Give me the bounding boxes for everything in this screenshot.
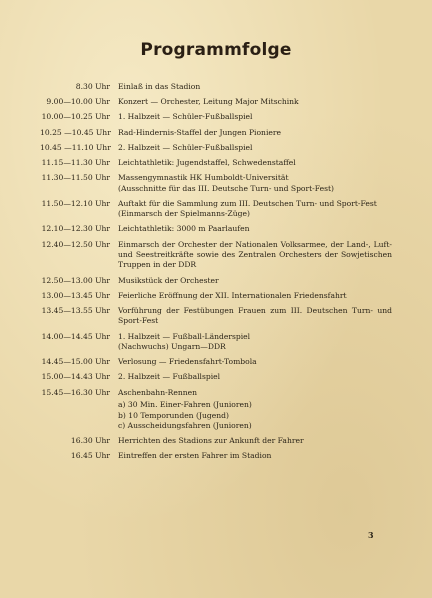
entry-description xyxy=(118,128,392,138)
page-number: 3 xyxy=(368,530,374,540)
entry-text: Musikstück der Orchester xyxy=(118,275,219,285)
entry-text: Auftakt für die Sammlung zum III. Deutschen Turn- und Sport-Fest xyxy=(118,198,377,208)
program-entry xyxy=(40,82,392,92)
program-entry xyxy=(40,97,392,107)
entry-text: (Einmarsch der Spielmanns-Züge) xyxy=(118,209,250,219)
program-entry xyxy=(40,112,392,122)
entry-text: Massengymnastik HK Humboldt-Universität xyxy=(118,173,289,183)
program-entry xyxy=(40,332,392,353)
entry-description xyxy=(118,158,392,168)
entry-text: 1. Halbzeit — Fußball-Länderspiel xyxy=(118,331,251,341)
entry-subitem: b) 10 Temporunden (Jugend) xyxy=(118,410,229,420)
entry-time: 13.45—13.55 Uhr xyxy=(41,306,110,316)
entry-time: 8.30 Uhr xyxy=(75,82,110,91)
entry-subitems xyxy=(118,400,392,431)
program-list xyxy=(40,82,392,467)
program-entry xyxy=(40,388,392,432)
entry-description xyxy=(118,97,392,107)
entry-text: Leichtathletik: Jugendstaffel, Schwedenstaffel xyxy=(118,158,296,168)
entry-text: Aschenbahn-Rennen xyxy=(118,387,198,397)
program-entry xyxy=(40,306,392,327)
entry-subitem: c) Ausscheidungsfahren (Junioren) xyxy=(118,420,252,430)
entry-text: Herrichten des Stadions zur Ankunft der Fahrer xyxy=(118,436,304,446)
program-entry xyxy=(40,173,392,194)
entry-time: 11.50—12.10 Uhr xyxy=(41,198,110,208)
entry-text: Vorführung der Festübungen Frauen zum III. Deutschen Turn- und Sport-Fest xyxy=(118,306,392,326)
entry-time: 11.15—11.30 Uhr xyxy=(41,158,110,168)
entry-text: 1. Halbzeit — Schüler-Fußballspiel xyxy=(118,112,253,122)
entry-description xyxy=(118,82,392,92)
entry-description xyxy=(118,357,392,367)
entry-description xyxy=(118,173,392,194)
entry-time: 11.30—11.50 Uhr xyxy=(41,173,110,183)
entry-description xyxy=(118,143,392,153)
entry-time: 12.50—13.00 Uhr xyxy=(41,275,110,285)
entry-description xyxy=(118,240,392,271)
entry-subitem: a) 30 Min. Einer-Fahren (Junioren) xyxy=(118,400,252,410)
entry-time: 10.45 —11.10 Uhr xyxy=(40,142,111,152)
program-entry xyxy=(40,372,392,382)
program-entry xyxy=(40,158,392,168)
entry-text: Eintreffen der ersten Fahrer im Stadion xyxy=(118,451,272,461)
program-entry xyxy=(40,128,392,138)
entry-time: 16.45 Uhr xyxy=(70,451,110,461)
entry-time: 13.00—13.45 Uhr xyxy=(41,290,110,300)
entry-time: 15.00—14.43 Uhr xyxy=(41,372,110,382)
entry-text: Rad-Hindernis-Staffel der Jungen Pioniere xyxy=(118,127,281,137)
page-title: Programmfolge xyxy=(140,40,292,60)
program-entry xyxy=(40,199,392,220)
entry-description xyxy=(118,112,392,122)
entry-time: 15.45—16.30 Uhr xyxy=(41,387,110,397)
program-entry xyxy=(40,224,392,234)
entry-text: 2. Halbzeit — Fußballspiel xyxy=(118,372,221,382)
entry-time: 10.00—10.25 Uhr xyxy=(41,112,110,122)
entry-description xyxy=(118,451,392,461)
entry-text: Einlaß in das Stadion xyxy=(118,82,201,91)
program-entry xyxy=(40,143,392,153)
entry-time: 16.30 Uhr xyxy=(70,436,110,446)
program-entry xyxy=(40,357,392,367)
entry-description xyxy=(118,372,392,382)
program-entry xyxy=(40,240,392,271)
entry-text: Verlosung — Friedensfahrt-Tombola xyxy=(118,357,257,367)
entry-text: (Nachwuchs) Ungarn—DDR xyxy=(118,342,226,352)
entry-text: Konzert — Orchester, Leitung Major Mitschink xyxy=(118,97,299,107)
entry-description xyxy=(118,199,392,220)
entry-time: 12.10—12.30 Uhr xyxy=(41,224,110,234)
entry-description xyxy=(118,436,392,446)
entry-text: Feierliche Eröffnung der XII. Internationalen Friedensfahrt xyxy=(118,290,347,300)
program-entry xyxy=(40,436,392,446)
entry-time: 14.45—15.00 Uhr xyxy=(41,357,110,367)
entry-description xyxy=(118,291,392,301)
entry-description xyxy=(118,306,392,327)
entry-text: (Ausschnitte für das III. Deutsche Turn- und Sport-Fest) xyxy=(118,183,335,193)
entry-description xyxy=(118,388,392,432)
entry-time: 14.00—14.45 Uhr xyxy=(41,331,110,341)
entry-time: 12.40—12.50 Uhr xyxy=(41,239,110,249)
entry-time: 9.00—10.00 Uhr xyxy=(46,97,110,107)
entry-description xyxy=(118,224,392,234)
entry-text: Leichtathletik: 3000 m Paarlaufen xyxy=(118,224,250,234)
entry-description xyxy=(118,332,392,353)
program-entry xyxy=(40,276,392,286)
entry-text: Einmarsch der Orchester der Nationalen Volksarmee, der Land-, Luft- und Seestreitkräfte sowie des Zentralen Orchesters der Sowjetischen Truppen in der DDR xyxy=(118,239,392,270)
entry-text: 2. Halbzeit — Schüler-Fußballspiel xyxy=(118,142,253,152)
program-entry xyxy=(40,451,392,461)
entry-time: 10.25 —10.45 Uhr xyxy=(40,127,111,137)
program-entry xyxy=(40,291,392,301)
entry-description xyxy=(118,276,392,286)
